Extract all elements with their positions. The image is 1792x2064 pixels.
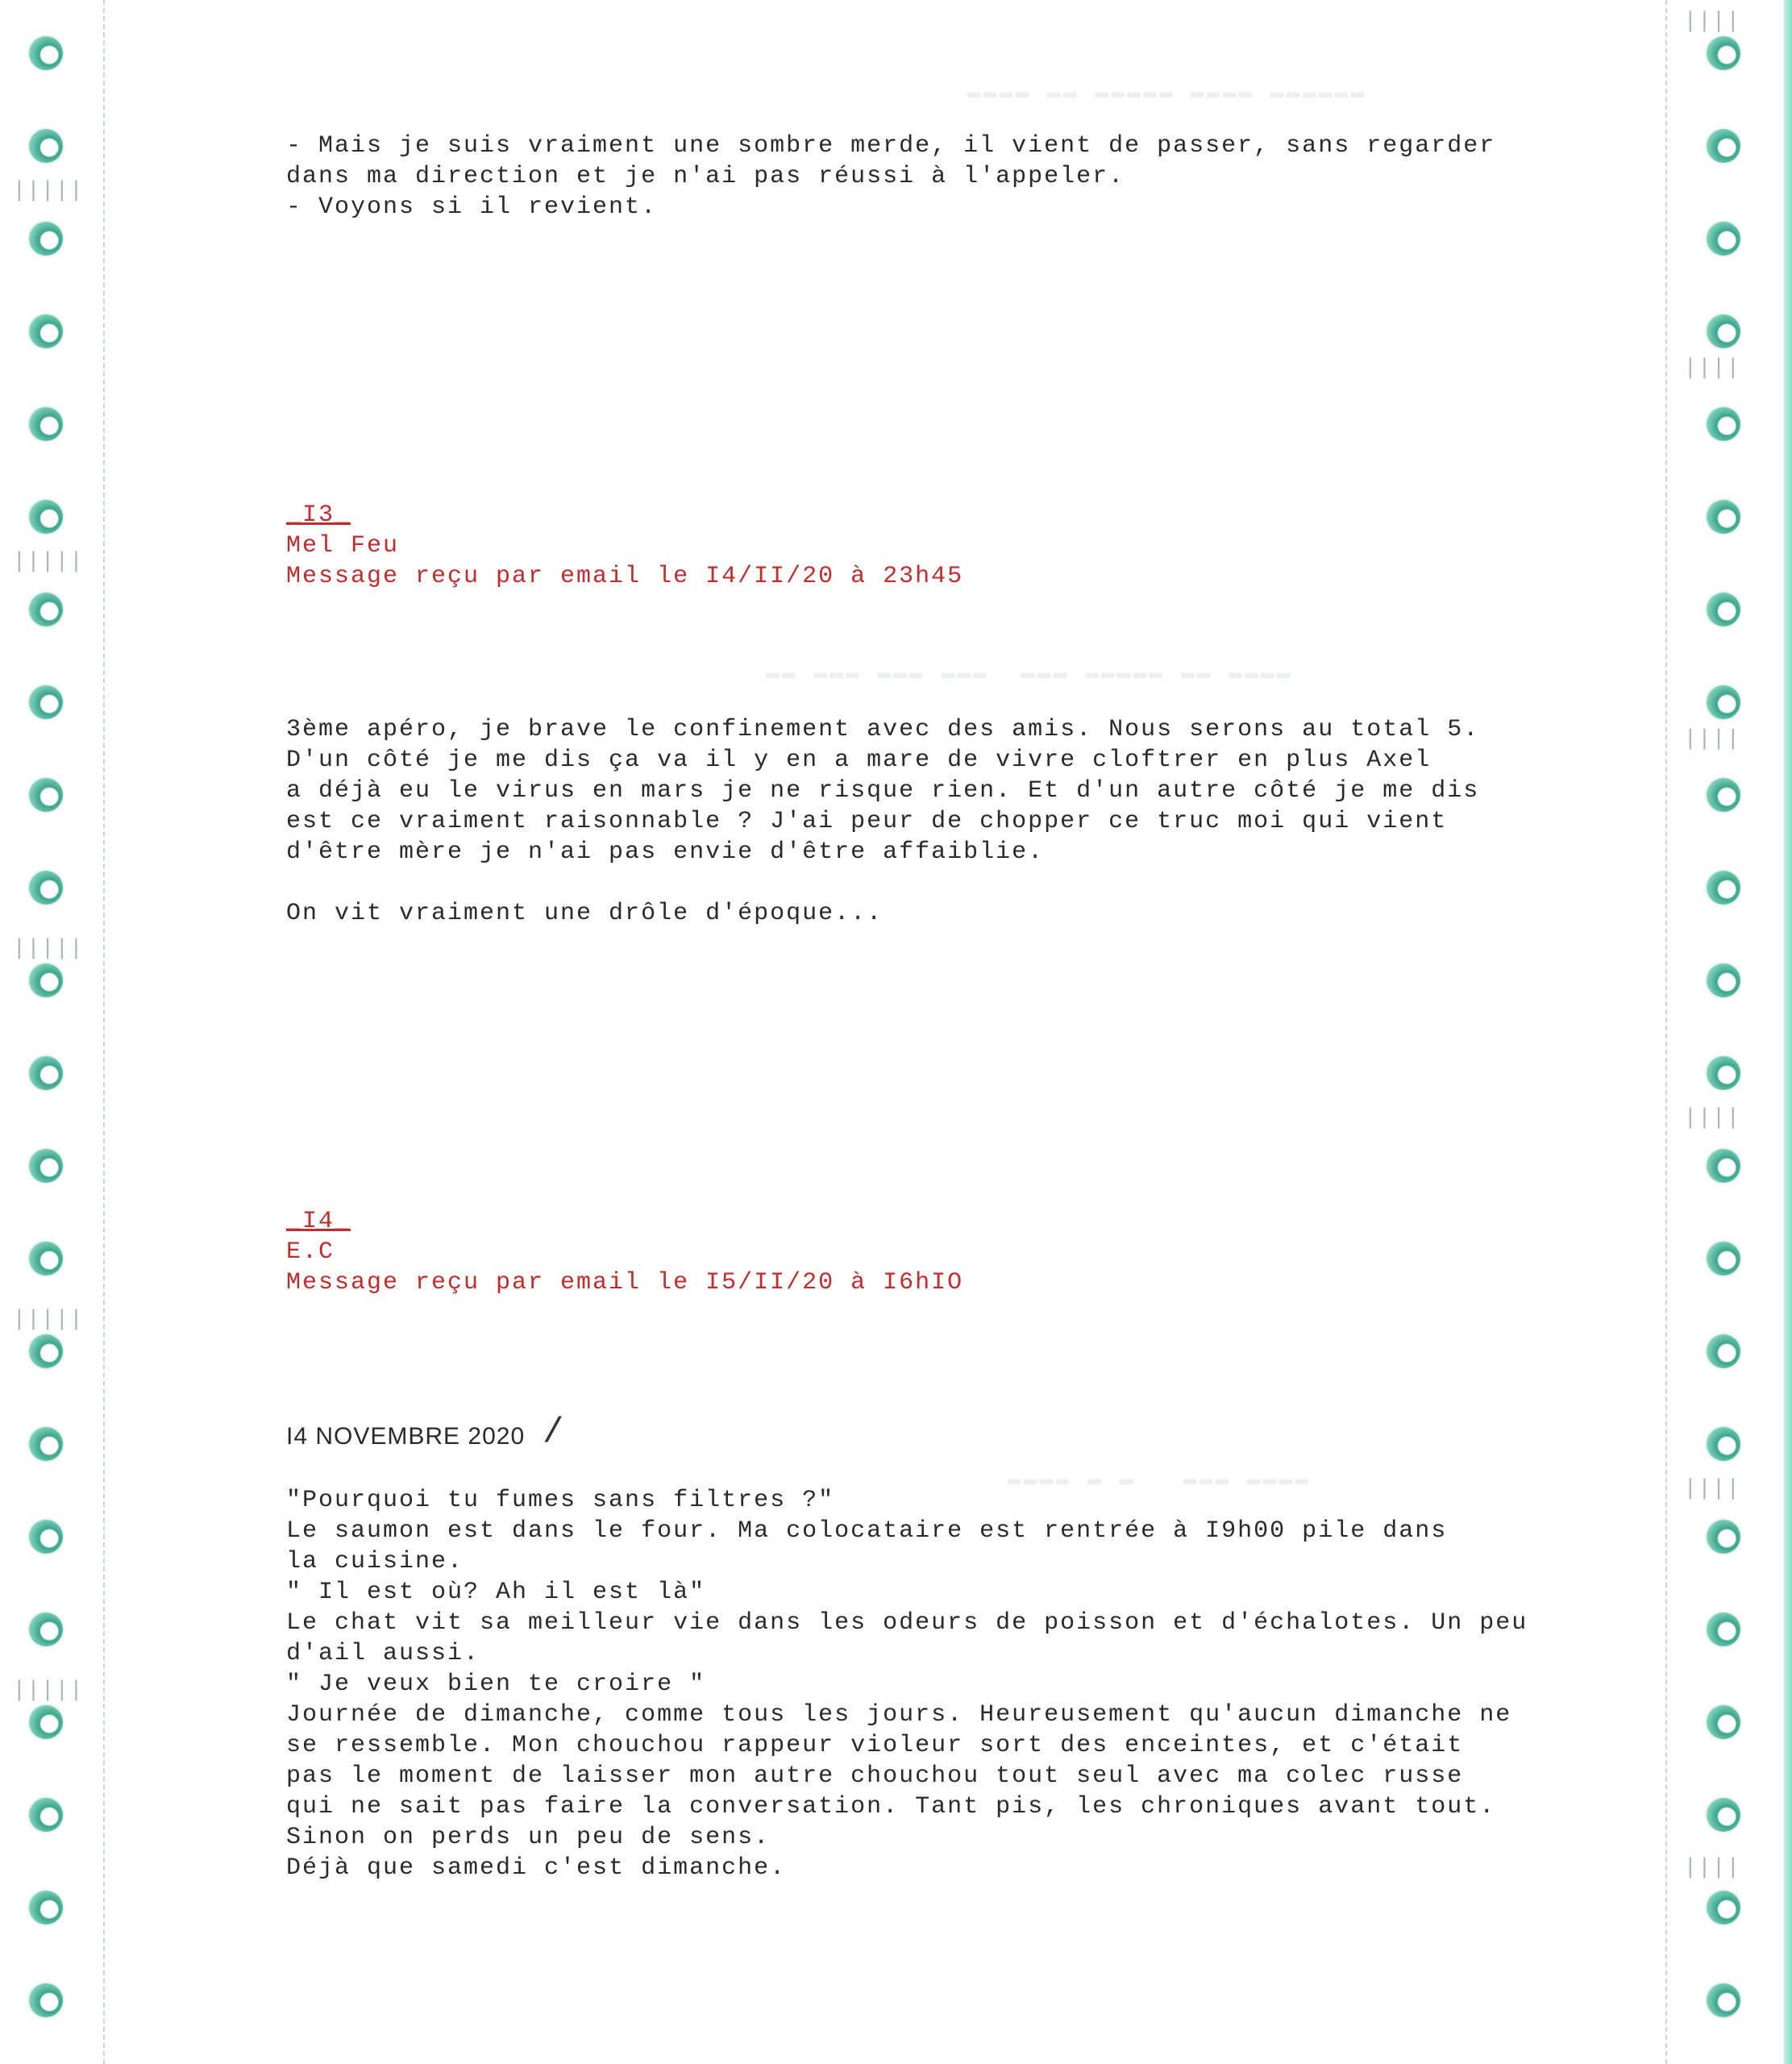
perforation-hole bbox=[1707, 314, 1740, 348]
perforation-hole bbox=[1707, 1334, 1740, 1368]
text-line: se ressemble. Mon chouchou rappeur violeur sort des enceintes, et c'était bbox=[286, 1732, 1464, 1759]
perforation-hole bbox=[1707, 593, 1740, 626]
perforation-hole bbox=[29, 1612, 63, 1646]
sheet-edge-mark: |||| bbox=[1684, 1854, 1741, 1879]
sheet-edge-mark: ||||| bbox=[13, 548, 85, 572]
text-line: d'être mère je n'ai pas envie d'être affaiblie. bbox=[286, 838, 1045, 866]
perforation-hole bbox=[1707, 1983, 1740, 2017]
perforation-hole bbox=[1707, 1705, 1740, 1739]
perforation-hole bbox=[1707, 407, 1740, 441]
perforation-hole bbox=[29, 1891, 63, 1925]
perforation-hole bbox=[1707, 1612, 1740, 1646]
perforation-hole bbox=[1707, 1798, 1740, 1832]
perforation-hole bbox=[29, 1520, 63, 1554]
handwritten-slash: / bbox=[543, 1413, 566, 1453]
bleed-through-text: ▬▬▬▬ ▬ ▬ ▬▬▬ ▬▬▬▬ bbox=[1008, 1467, 1312, 1492]
perforation-hole bbox=[29, 1056, 63, 1090]
text-line: 3ème apéro, je brave le confinement avec des amis. Nous serons au total 5. bbox=[286, 716, 1480, 743]
perforation-hole bbox=[29, 1427, 63, 1461]
entry-14-date bbox=[286, 1421, 1544, 1452]
perforation-hole bbox=[29, 500, 63, 534]
sheet-edge-mark: ||||| bbox=[13, 1677, 85, 1701]
bleed-through-text: ▬▬▬▬ ▬▬ ▬▬▬▬▬ ▬▬▬▬ ▬▬▬▬▬▬ bbox=[967, 81, 1367, 106]
perforation-hole bbox=[1707, 1520, 1740, 1554]
perforation-hole bbox=[1707, 500, 1740, 534]
left-tractor-strip bbox=[0, 0, 97, 2064]
entry-received: Message reçu par email le I4/II/20 à 23h45 bbox=[286, 563, 964, 590]
entry-number: _I3_ bbox=[286, 501, 351, 529]
sheet-edge-mark: |||| bbox=[1684, 355, 1741, 379]
perforation-hole bbox=[29, 1983, 63, 2017]
right-green-edge bbox=[1784, 0, 1792, 2064]
text-line: Journée de dimanche, comme tous les jours. Heureusement qu'aucun dimanche ne bbox=[286, 1701, 1512, 1729]
perforation-hole bbox=[29, 871, 63, 905]
perforation-hole bbox=[1707, 871, 1740, 905]
bleed-through-text: ▬▬ ▬▬▬ ▬▬▬ ▬▬▬ ▬▬▬ ▬▬▬▬▬ ▬▬ ▬▬▬▬ bbox=[766, 661, 1293, 686]
entry-number: _I4_ bbox=[286, 1208, 351, 1235]
entry-date: I4 NOVEMBRE 2020 bbox=[286, 1423, 526, 1450]
sheet-edge-mark: ||||| bbox=[13, 935, 85, 959]
perforation-hole bbox=[1707, 36, 1740, 70]
perforation-hole bbox=[29, 593, 63, 626]
text-line: d'ail aussi. bbox=[286, 1640, 480, 1667]
sheet-edge-mark: |||| bbox=[1684, 1475, 1741, 1500]
text-line: Sinon on perds un peu de sens. bbox=[286, 1824, 771, 1851]
sheet-edge-mark: |||| bbox=[1684, 726, 1741, 750]
perforation-hole bbox=[1707, 963, 1740, 997]
entry-author: E.C bbox=[286, 1238, 335, 1266]
entry-13-body bbox=[286, 714, 1544, 929]
text-line: Le saumon est dans le four. Ma colocataire est rentrée à I9h00 pile dans bbox=[286, 1517, 1448, 1545]
perforation-hole bbox=[29, 1149, 63, 1183]
sheet-edge-mark: |||| bbox=[1684, 1105, 1741, 1129]
entry-fragment bbox=[286, 131, 1544, 223]
perforation-hole bbox=[29, 407, 63, 441]
entry-author: Mel Feu bbox=[286, 532, 400, 560]
text-line: " Il est où? Ah il est là" bbox=[286, 1579, 706, 1606]
perforation-hole bbox=[29, 963, 63, 997]
perforation-hole bbox=[1707, 129, 1740, 163]
text-line: est ce vraiment raisonnable ? J'ai peur de chopper ce truc moi qui vient bbox=[286, 808, 1448, 835]
text-line: pas le moment de laisser mon autre chouchou tout seul avec ma colec russe bbox=[286, 1762, 1464, 1790]
sheet-edge-mark: ||||| bbox=[13, 177, 85, 202]
right-perforation-line bbox=[1665, 0, 1667, 2064]
entry-14-header bbox=[286, 1206, 1544, 1298]
perforation-hole bbox=[1707, 1056, 1740, 1090]
text-line: - Mais je suis vraiment une sombre merde, il vient de passer, sans regarder bbox=[286, 132, 1496, 160]
perforation-hole bbox=[29, 1798, 63, 1832]
entry-14-body bbox=[286, 1485, 1544, 1883]
text-line: On vit vraiment une drôle d'époque... bbox=[286, 900, 884, 927]
perforation-hole bbox=[1707, 1149, 1740, 1183]
perforation-hole bbox=[1707, 1427, 1740, 1461]
perforation-hole bbox=[29, 36, 63, 70]
perforation-hole bbox=[29, 314, 63, 348]
perforation-hole bbox=[29, 685, 63, 719]
text-line: " Je veux bien te croire " bbox=[286, 1671, 706, 1698]
perforation-hole bbox=[1707, 685, 1740, 719]
perforation-hole bbox=[29, 222, 63, 256]
right-tractor-strip bbox=[1663, 0, 1792, 2064]
sheet-edge-mark: |||| bbox=[1684, 8, 1741, 32]
perforation-hole bbox=[1707, 1891, 1740, 1925]
perforation-hole bbox=[29, 1334, 63, 1368]
text-line: Déjà que samedi c'est dimanche. bbox=[286, 1854, 787, 1882]
perforation-hole bbox=[29, 129, 63, 163]
text-line: dans ma direction et je n'ai pas réussi à l'appeler. bbox=[286, 163, 1125, 190]
text-line: - Voyons si il revient. bbox=[286, 194, 658, 221]
text-line: qui ne sait pas faire la conversation. Tant pis, les chroniques avant tout. bbox=[286, 1793, 1496, 1821]
left-perforation-line bbox=[103, 0, 105, 2064]
perforation-hole bbox=[29, 1242, 63, 1275]
entry-13-header bbox=[286, 500, 1544, 592]
perforation-hole bbox=[1707, 778, 1740, 812]
text-line bbox=[286, 868, 1544, 898]
text-line: D'un côté je me dis ça va il y en a mare de vivre cloftrer en plus Axel bbox=[286, 747, 1432, 774]
sheet-edge-mark: ||||| bbox=[13, 1306, 85, 1330]
perforation-hole bbox=[29, 778, 63, 812]
text-line: la cuisine. bbox=[286, 1548, 464, 1575]
text-line: "Pourquoi tu fumes sans filtres ?" bbox=[286, 1487, 835, 1514]
perforation-hole bbox=[29, 1705, 63, 1739]
perforation-hole bbox=[1707, 222, 1740, 256]
text-line: a déjà eu le virus en mars je ne risque rien. Et d'un autre côté je me dis bbox=[286, 777, 1480, 805]
text-line: Le chat vit sa meilleur vie dans les odeurs de poisson et d'échalotes. Un peu bbox=[286, 1609, 1528, 1637]
entry-received: Message reçu par email le I5/II/20 à I6hIO bbox=[286, 1269, 964, 1296]
perforation-hole bbox=[1707, 1242, 1740, 1275]
